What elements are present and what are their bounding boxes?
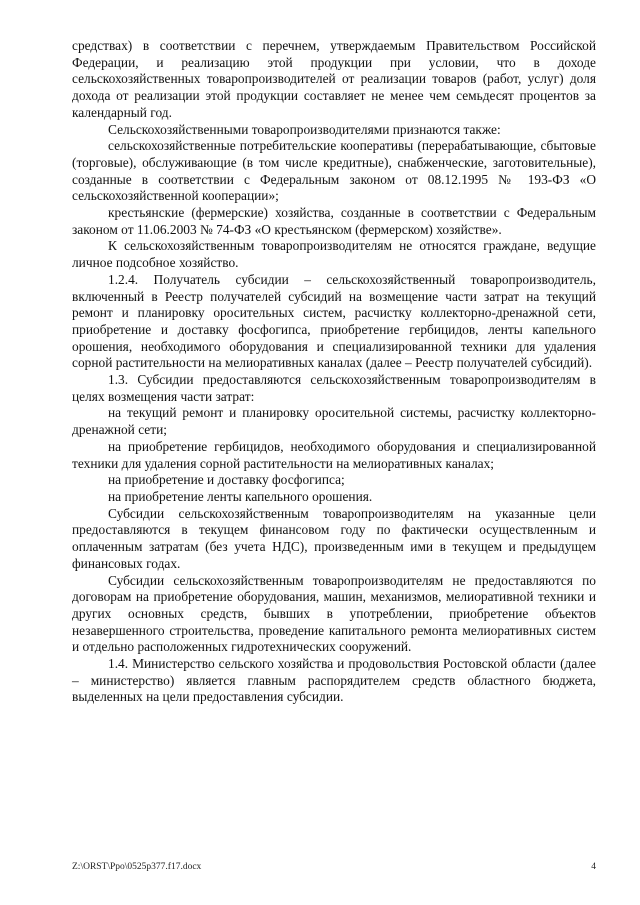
page-number: 4 <box>591 862 596 872</box>
paragraph: на текущий ремонт и планировку оросительной системы, расчистку коллекторно-дренажной сети; <box>72 405 596 438</box>
paragraph: Субсидии сельскохозяйственным товаропроизводителям не предоставляются по договорам на приобретение оборудования, машин, механизмов, мелиоративной техники и других основных средств, бывших в употреблении, приобретение объектов незавершенного строительства, проведение капитального ремонта мелиоративных систем и отдельно расположенных гидротехнических сооружений. <box>72 572 596 655</box>
paragraph: 1.4. Министерство сельского хозяйства и продовольствия Ростовской области (далее – министерство) является главным распорядителем средств областного бюджета, выделенных на цели предоставления субсидии. <box>72 656 596 705</box>
paragraph: К сельскохозяйственным товаропроизводителям не относятся граждане, ведущие личное подсобное хозяйство. <box>72 238 596 271</box>
paragraph: сельскохозяйственные потребительские кооперативы (перерабатывающие, сбытовые (торговые), обслуживающие (в том числе кредитные), снабженческие, заготовительные), созданные в соответствии с Федеральным законом от 08.12.1995 № 193-ФЗ «О сельскохозяйственной кооперации»; <box>72 138 596 204</box>
paragraph: на приобретение ленты капельного орошения. <box>108 488 373 504</box>
file-path: Z:\ORST\Ppo\0525p377.f17.docx <box>72 862 202 872</box>
paragraph: крестьянские (фермерские) хозяйства, созданные в соответствии с Федеральным законом от 11.06.2003 № 74-ФЗ «О крестьянском (фермерском) хозяйстве». <box>72 205 596 237</box>
document-body <box>72 38 596 706</box>
paragraph: Субсидии сельскохозяйственным товаропроизводителям на указанные цели предоставляются в текущем финансовом году по фактически осуществленным и оплаченным затратам (без учета НДС), произведенным ими в текущем и предыдущем финансовых годах. <box>72 505 596 571</box>
paragraph: 1.2.4. Получатель субсидии – сельскохозяйственный товаропроизводитель, включенный в Реестр получателей субсидий на возмещение части затрат на текущий ремонт и планировку оросительных систем, расчистку коллекторно-дренажной сети, приобретение и доставку фосфогипса, приобретение гербицидов, ленты капельного орошения, необходимого оборудования и специализированной техники для удаления сорной растительности на мелиоративных каналах (далее – Реестр получателей субсидий). <box>72 271 596 371</box>
paragraph: 1.3. Субсидии предоставляются сельскохозяйственным товаропроизводителям в целях возмещения части затрат: <box>72 372 596 404</box>
paragraph: средствах) в соответствии с перечнем, утверждаемым Правительством Российской Федерации, и реализацию этой продукции при условии, что в доходе сельскохозяйственных товаропроизводителей от реализации товаров (работ, услуг) доля дохода от реализации этой продукции составляет не менее чем семьдесят процентов за календарный год. <box>72 38 596 120</box>
paragraph: на приобретение и доставку фосфогипса; <box>108 472 345 488</box>
paragraph: Сельскохозяйственными товаропроизводителями признаются также: <box>108 121 501 137</box>
paragraph: на приобретение гербицидов, необходимого оборудования и специализированной техники для удаления сорной растительности на мелиоративных каналах; <box>72 438 596 471</box>
